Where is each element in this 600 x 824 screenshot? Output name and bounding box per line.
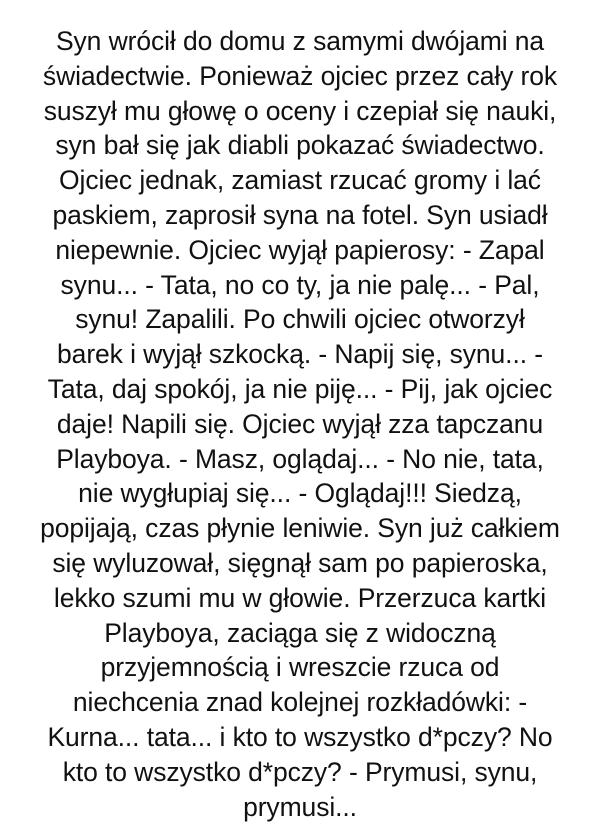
joke-line: świadectwie. Ponieważ ojciec przez cały rok [42,60,558,91]
joke-line: niechcenia znad kolejnej rozkładówki: - [72,687,528,718]
joke-line: prymusi... [243,791,357,822]
joke-line: syn bał się jak diabli pokazać świadectwo. [55,130,545,161]
joke-line: popijają, czas płynie leniwie. Syn już całkiem [40,513,560,544]
joke-line: Tata, daj spokój, ja nie piję... - Pij, jak ojciec [47,373,553,404]
joke-line: Ojciec jednak, zamiast rzucać gromy i lać [59,165,541,196]
joke-line: daje! Napili się. Ojciec wyjął zza tapczanu [56,408,544,439]
joke-line: nie wygłupiaj się... - Oglądaj!!! Siedzą, [78,478,522,509]
joke-line: kto to wszystko d*pczy? - Prymusi, synu, [62,756,538,787]
joke-line: synu! Zapalili. Po chwili ojciec otworzył [75,304,525,335]
joke-line: paskiem, zaprosił syna na fotel. Syn usiadł [52,199,548,230]
joke-line: synu... - Tata, no co ty, ja nie palę... - Pal, [60,269,540,300]
joke-line: Playboya. - Masz, oglądaj... - No nie, tata, [56,443,544,474]
joke-line: przyjemnością i wreszcie rzuca od [100,652,500,683]
joke-line: Syn wrócił do domu z samymi dwójami na [55,26,545,56]
joke-text [0,24,600,824]
joke-line: się wyluzował, sięgnął sam po papieroska, [52,547,548,578]
joke-line: Playboya, zaciąga się z widoczną [104,617,496,648]
joke-line: suszył mu głowę o oceny i czepiał się nauki, [43,95,557,126]
joke-line: niepewnie. Ojciec wyjął papierosy: - Zapal [55,234,545,265]
joke-line: Kurna... tata... i kto to wszystko d*pczy? No [47,721,553,752]
joke-line: barek i wyjął szkocką. - Napij się, synu... - [57,339,543,370]
joke-line: lekko szumi mu w głowie. Przerzuca kartki [53,582,547,613]
